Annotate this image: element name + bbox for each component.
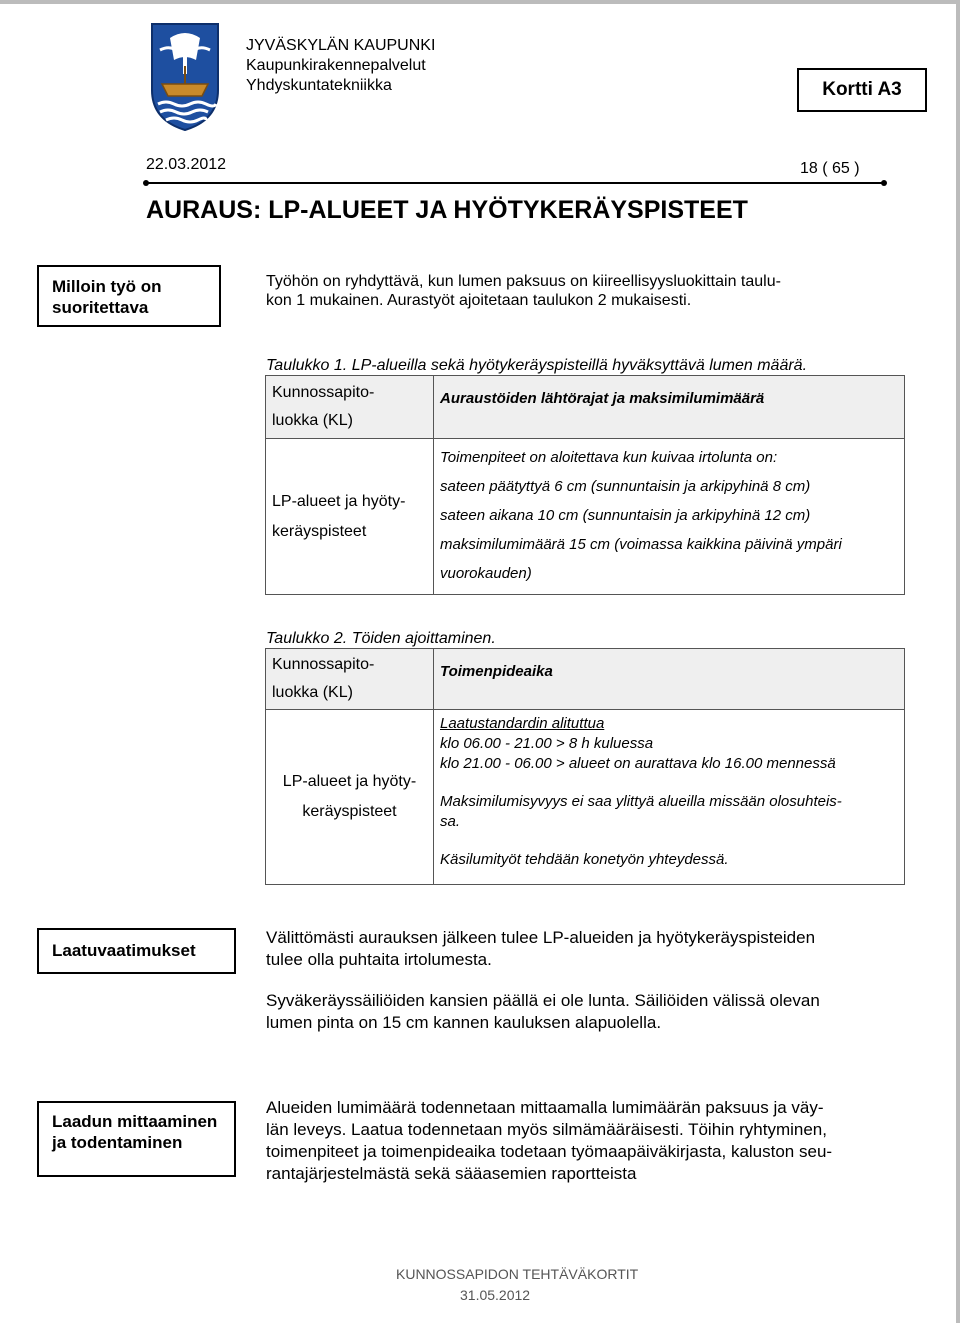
- table1-row-line: Toimenpiteet on aloitettava kun kuivaa irtolunta on:: [440, 449, 778, 466]
- text-line: Syväkeräyssäiliöiden kansien päällä ei ole lunta. Säiliöiden välissä olevan: [266, 991, 820, 1010]
- table2-row-label-line: LP-alueet ja hyöty-: [282, 773, 417, 790]
- document-date: 22.03.2012: [146, 156, 227, 173]
- card-label: Kortti A3: [822, 79, 902, 100]
- section-label-measure-line: Laadun mittaaminen: [52, 1112, 218, 1131]
- table1-row-line: vuorokauden): [440, 565, 532, 582]
- section-label-when: Milloin työ on suoritettava: [52, 277, 162, 317]
- table1-header-col1: [266, 376, 434, 439]
- page-title: AURAUS: LP-ALUEET JA HYÖTYKERÄYSPISTEET: [146, 196, 748, 224]
- text-line: tulee olla puhtaita irtolumesta.: [266, 950, 492, 969]
- section-label-box-quality: [37, 928, 236, 974]
- table1-row-line: sateen päätyttyä 6 cm (sunnuntaisin ja arkipyhinä 8 cm): [440, 478, 811, 495]
- table2-caption: Taulukko 2. Töiden ajoittaminen.: [266, 630, 496, 647]
- text-line: rantajärjestelmästä sekä sääasemien raportteista: [266, 1164, 637, 1183]
- table2-header-col1-line: Kunnossapito-: [272, 656, 375, 673]
- table1-row-line: sateen aikana 10 cm (sunnuntaisin ja arkipyhinä 12 cm): [440, 507, 811, 524]
- table2-hand-line: Käsilumityöt tehdään konetyön yhteydessä.: [440, 851, 729, 868]
- page-frame-right: [956, 0, 960, 1323]
- org-line-city: JYVÄSKYLÄN KAUPUNKI: [246, 37, 436, 54]
- table2-row-label-cell: [266, 710, 434, 885]
- table1-header-col1-line: luokka (KL): [272, 412, 353, 429]
- header-rule-end-dot: [881, 180, 887, 186]
- table1-header-col2-text: Auraustöiden lähtörajat ja maksimilumimäärä: [440, 390, 765, 407]
- text-line: kon 1 mukainen. Aurastyöt ajoitetaan taulukon 2 mukaisesti.: [266, 292, 692, 309]
- table2-row-content-cell: [434, 710, 905, 885]
- table1-caption: Taulukko 1. LP-alueilla sekä hyötykeräyspisteillä hyväksyttävä lumen määrä.: [266, 357, 808, 374]
- footer-title: KUNNOSSAPIDON TEHTÄVÄKORTIT: [396, 1266, 639, 1282]
- table2-time-line: klo 21.00 - 06.00 > alueet on aurattava klo 16.00 mennessä: [440, 755, 836, 772]
- card-label-box: [797, 68, 927, 112]
- table1: [265, 375, 905, 595]
- table1-row-label-line: LP-alueet ja hyöty-: [272, 492, 406, 510]
- section-label-measure-line: ja todentaminen: [52, 1133, 183, 1152]
- section-text-quality: [266, 927, 906, 1034]
- table2-row-label-line: keräyspisteet: [302, 803, 397, 820]
- table1-row-label-line: keräyspisteet: [272, 522, 367, 540]
- org-line-department: Kaupunkirakennepalvelut: [246, 57, 426, 74]
- table2-header-col1-line: luokka (KL): [272, 684, 353, 701]
- header-rule-start-dot: [143, 180, 149, 186]
- table2: [265, 648, 905, 885]
- text-line: lumen pinta on 15 cm kannen kauluksen alapuolella.: [266, 1013, 662, 1032]
- table1-header-col2: [434, 376, 905, 439]
- table1-header-col1-line: Kunnossapito-: [272, 384, 375, 401]
- text-line: Työhön on ryhdyttävä, kun lumen paksuus on kiireellisyysluokittain taulu-: [266, 273, 781, 290]
- table2-header-col1: [266, 649, 434, 710]
- organization-block: [246, 36, 435, 96]
- table1-row-line: maksimilumimäärä 15 cm (voimassa kaikkina päivinä ympäri: [440, 536, 842, 553]
- section-label-box-when: [37, 265, 221, 327]
- header-rule: [146, 182, 884, 184]
- table2-underlined-line: Laatustandardin alituttua: [440, 715, 605, 732]
- org-line-unit: Yhdyskuntatekniikka: [246, 77, 392, 94]
- jyvaskyla-coat-of-arms-icon: [146, 20, 224, 132]
- table1-row-label-cell: [266, 439, 434, 595]
- page-frame-top: [0, 0, 958, 4]
- text-line: toimenpiteet ja toimenpideaika todetaan työmaapäiväkirjasta, kaluston seu-: [266, 1142, 833, 1161]
- section-label-box-measure: [37, 1101, 236, 1177]
- table2-header-col2: [434, 649, 905, 710]
- page-number: 18 ( 65 ): [800, 160, 860, 177]
- section-text-measure: [266, 1097, 906, 1185]
- table1-row-content-cell: [434, 439, 905, 595]
- footer-date: 31.05.2012: [460, 1287, 531, 1303]
- text-line: län leveys. Laatua todennetaan myös silmämääräisesti. Töihin ryhtyminen,: [266, 1120, 827, 1139]
- table2-max-line: Maksimilumisyvyys ei saa ylittyä alueilla missään olosuhteis-: [440, 793, 842, 810]
- text-line: Alueiden lumimäärä todennetaan mittaamalla lumimäärän paksuus ja väy-: [266, 1098, 824, 1117]
- text-line: Välittömästi aurauksen jälkeen tulee LP-alueiden ja hyötykeräyspisteiden: [266, 928, 816, 947]
- table2-header-col2-text: Toimenpideaika: [440, 663, 553, 680]
- section-label-quality: Laatuvaatimukset: [52, 941, 196, 960]
- table2-max-line: sa.: [440, 813, 461, 830]
- section-text-when: [266, 272, 906, 310]
- table2-time-line: klo 06.00 - 21.00 > 8 h kuluessa: [440, 735, 654, 752]
